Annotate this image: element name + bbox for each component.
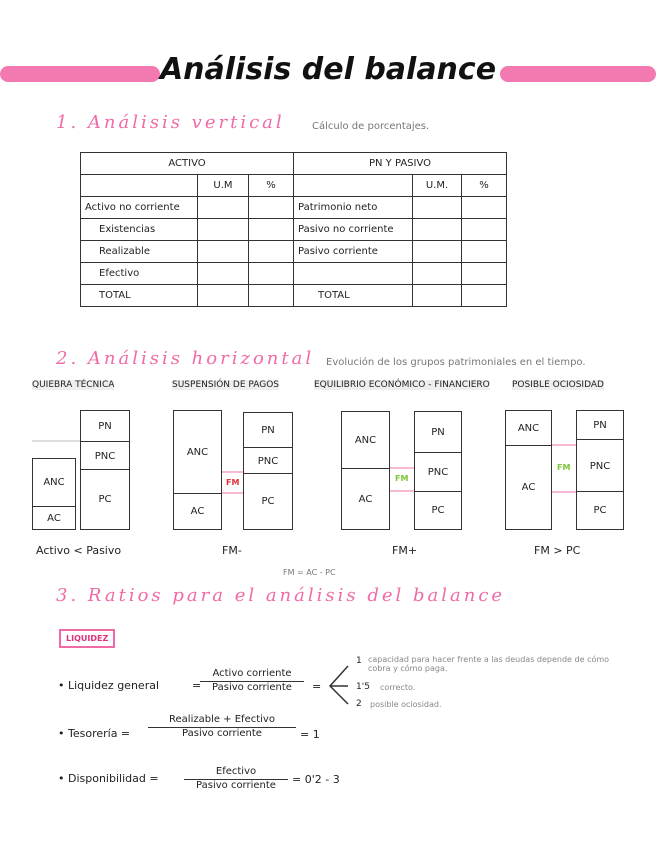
table-row	[81, 197, 507, 219]
fm-label: FM	[557, 463, 571, 472]
text: = 0'2 - 3	[292, 773, 340, 786]
text: capacidad para hacer frente a las deudas depende de cómo cobra y cómo paga.	[368, 655, 610, 673]
table-row	[81, 263, 507, 285]
text: ANC	[186, 446, 209, 458]
text: PN	[593, 419, 607, 431]
table-row	[81, 241, 507, 263]
text: posible ociosidad.	[370, 700, 442, 709]
ratio-name: • Disponibilidad =	[58, 772, 159, 785]
diagram-label: POSIBLE OCIOSIDAD	[512, 380, 604, 390]
ratio-name: • Tesorería =	[58, 727, 131, 740]
text: PC	[244, 473, 292, 529]
text: PN	[98, 420, 112, 432]
liability-box	[576, 410, 624, 530]
section-1-heading: 1. Análisis vertical	[56, 112, 285, 133]
ratio-name: • Liquidez general	[58, 679, 160, 692]
text: PNC	[81, 441, 129, 470]
text: PNC	[244, 447, 292, 474]
text: Pasivo corriente	[212, 682, 292, 693]
diagram-caption: FM-	[222, 544, 242, 557]
section-2-note: Evolución de los grupos patrimoniales en el tiempo.	[326, 357, 586, 368]
col-pct: %	[249, 175, 294, 197]
text: Pasivo corriente	[294, 241, 413, 263]
header-pn-pasivo: PN Y PASIVO	[294, 153, 507, 175]
text: Pasivo corriente	[182, 728, 262, 739]
header-activo: ACTIVO	[81, 153, 294, 175]
diagram-label: SUSPENSIÓN DE PAGOS	[172, 380, 280, 390]
ratio-fraction	[184, 766, 288, 791]
text: ANC	[517, 422, 540, 434]
ratio-fraction	[200, 668, 304, 693]
text: Patrimonio neto	[294, 197, 413, 219]
text: Realizable + Efectivo	[148, 714, 296, 728]
liability-box	[414, 411, 462, 530]
text: AC	[33, 506, 75, 529]
section-1-note: Cálculo de porcentajes.	[312, 121, 430, 132]
text: Efectivo	[184, 766, 288, 780]
asset-box	[505, 410, 552, 530]
text: TOTAL	[294, 285, 413, 307]
diagram-label: QUIEBRA TÉCNICA	[32, 380, 115, 390]
text: PN	[431, 426, 445, 438]
text: Realizable	[81, 241, 198, 263]
text: AC	[174, 493, 221, 529]
ratio-fraction	[148, 714, 296, 739]
text: 2	[356, 699, 362, 709]
text: AC	[342, 468, 389, 529]
text: 1'5	[356, 682, 370, 692]
liability-box	[80, 410, 130, 530]
text: AC	[506, 445, 551, 529]
section-2-heading: 2. Análisis horizontal	[56, 348, 315, 369]
page-title: Análisis del balance	[159, 52, 497, 87]
text: 1	[356, 656, 362, 666]
branch-arrows-icon	[326, 662, 350, 708]
fm-formula: FM = AC - PC	[283, 568, 336, 577]
text: PNC	[577, 439, 623, 492]
text: Activo corriente	[200, 668, 304, 682]
section-3-heading: 3. Ratios para el análisis del balance	[56, 585, 506, 606]
diagram-caption: Activo < Pasivo	[36, 544, 122, 557]
text: Pasivo corriente	[196, 780, 276, 791]
text: Existencias	[81, 219, 198, 241]
fm-label: FM	[395, 474, 409, 483]
text: ANC	[43, 476, 65, 488]
liquidez-tag: LIQUIDEZ	[59, 629, 115, 648]
text: correcto.	[380, 683, 416, 692]
text: ANC	[354, 434, 377, 446]
text: Efectivo	[81, 263, 198, 285]
text: PC	[577, 491, 623, 529]
asset-box	[173, 410, 222, 530]
liability-box	[243, 412, 293, 530]
diagram-label: EQUILIBRIO ECONÓMICO - FINANCIERO	[314, 380, 490, 390]
text: =	[312, 680, 322, 693]
asset-box	[32, 458, 76, 530]
text: TOTAL	[81, 285, 198, 307]
asset-box	[341, 411, 390, 530]
col-um-2: U.M.	[413, 175, 462, 197]
table-row	[81, 219, 507, 241]
table-row	[81, 285, 507, 307]
fm-label: FM	[226, 478, 240, 487]
diagram-caption: FM+	[392, 544, 418, 557]
col-pct-2: %	[462, 175, 507, 197]
page: Análisis del balance 1. Análisis vertical Cálculo de porcentajes. ACTIVO PN Y PASIVO U.M % U.M. % Activo no corriente Patrimonio neto Existencias Pasivo no corriente Realizable Pasivo corriente Efectivo TOTAL TOTAL 2. Análisis horizontal Evolución de los grupos patrimoniales en el tiempo. QUIEBRA TÉCNICA ANC AC PN PNC PC Activo < Pasivo SUSPENSIÓN DE PAGOS ANC AC PN PNC PC FM FM- EQUILIBRIO ECONÓMICO - FINANCIERO ANC AC PN PNC PC FM FM+ POSIBLE OCIOSIDAD ANC AC PN PNC PC FM FM > PC FM = AC - PC 3. Ratios para el análisis del balance LIQUIDEZ • Liquidez general = Activo corriente Pasivo corriente = 1 capacidad para hacer frente a las deudas depende de cómo cobra y cómo paga. 1'5 correcto. 2 posible ociosidad. • Tesorería = Realizable + Efectivo Pasivo corriente = 1 • Disponibilidad = Efectivo Pasivo corriente = 0'2 - 3	[0, 0, 656, 848]
diagram-caption: FM > PC	[534, 544, 581, 557]
text: Pasivo no corriente	[294, 219, 413, 241]
text: = 1	[300, 728, 320, 741]
text: PN	[261, 424, 275, 436]
vertical-analysis-table	[80, 152, 507, 307]
text: Activo no corriente	[81, 197, 198, 219]
text: PC	[415, 491, 461, 529]
col-um: U.M	[198, 175, 249, 197]
text: PC	[81, 469, 129, 529]
text	[294, 263, 413, 285]
text: PNC	[415, 452, 461, 492]
